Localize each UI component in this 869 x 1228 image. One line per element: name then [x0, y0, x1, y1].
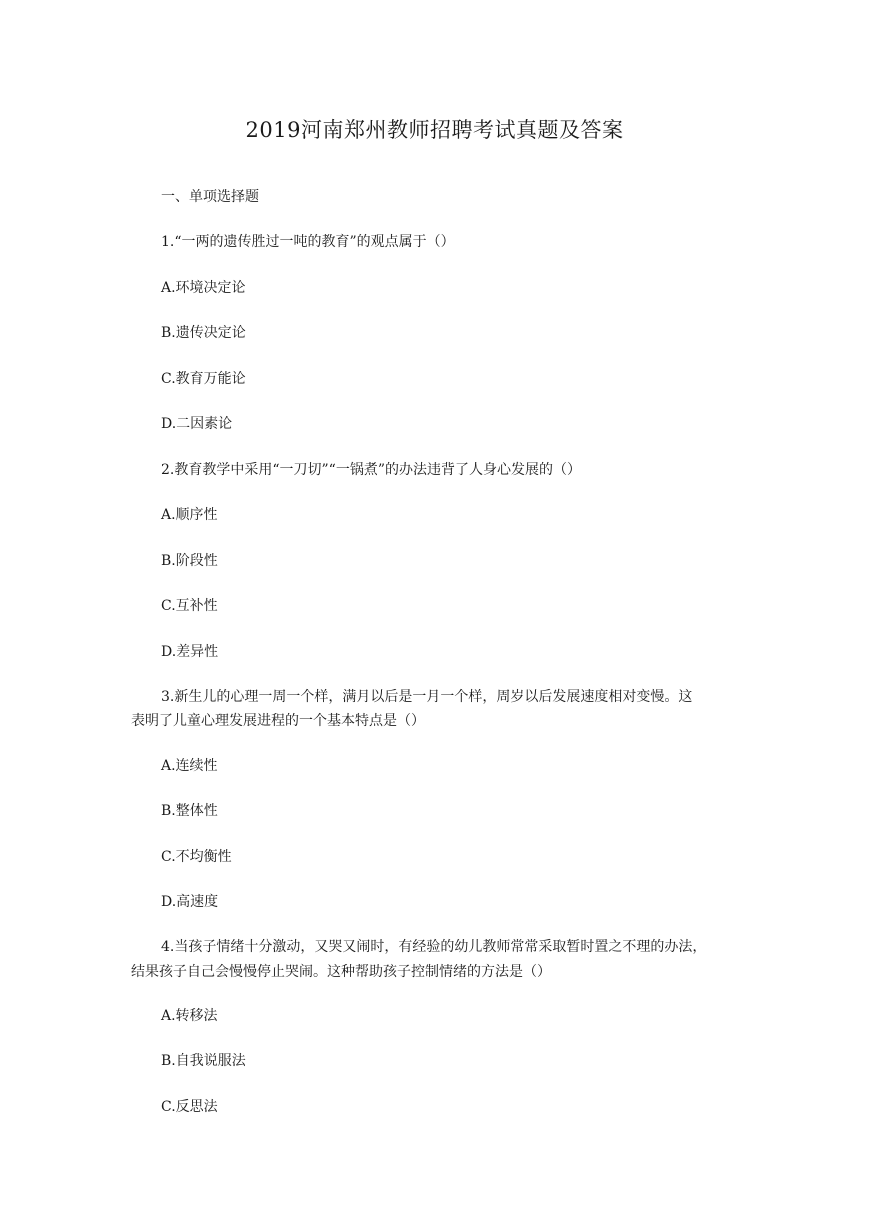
- question-3-option-c: C.不均衡性: [161, 849, 232, 865]
- question-4-stem-line-1: 4.当孩子情绪十分激动，又哭又闹时，有经验的幼儿教师常常采取暂时置之不理的办法，: [161, 939, 707, 955]
- question-2-stem: 2.教育教学中采用“一刀切”“一锅煮”的办法违背了人身心发展的（）: [161, 462, 581, 478]
- question-2-option-c: C.互补性: [161, 598, 218, 614]
- document-title: 2019河南郑州教师招聘考试真题及答案: [245, 118, 624, 142]
- question-4-option-a: A.转移法: [161, 1008, 218, 1024]
- question-1-stem: 1.“一两的遗传胜过一吨的教育”的观点属于（）: [161, 234, 455, 250]
- question-1-option-a: A.环境决定论: [161, 280, 246, 296]
- question-4-option-b: B.自我说服法: [161, 1053, 246, 1069]
- question-1-option-b: B.遗传决定论: [161, 325, 246, 341]
- question-4-stem-line-2: 结果孩子自己会慢慢停止哭闹。这种帮助孩子控制情绪的方法是（）: [131, 964, 551, 980]
- question-3-option-a: A.连续性: [161, 758, 218, 774]
- question-3-stem-line-2: 表明了儿童心理发展进程的一个基本特点是（）: [131, 713, 425, 729]
- question-2-option-a: A.顺序性: [161, 507, 218, 523]
- question-2-option-d: D.差异性: [161, 644, 219, 660]
- question-3-option-d: D.高速度: [161, 894, 219, 910]
- section-heading: 一、单项选择题: [161, 189, 259, 205]
- question-1-option-d: D.二因素论: [161, 416, 233, 432]
- question-2-option-b: B.阶段性: [161, 553, 218, 569]
- question-4-option-c: C.反思法: [161, 1099, 218, 1115]
- question-3-stem-line-1: 3.新生儿的心理一周一个样，满月以后是一月一个样，周岁以后发展速度相对变慢。这: [161, 689, 693, 705]
- question-1-option-c: C.教育万能论: [161, 371, 246, 387]
- question-3-option-b: B.整体性: [161, 803, 218, 819]
